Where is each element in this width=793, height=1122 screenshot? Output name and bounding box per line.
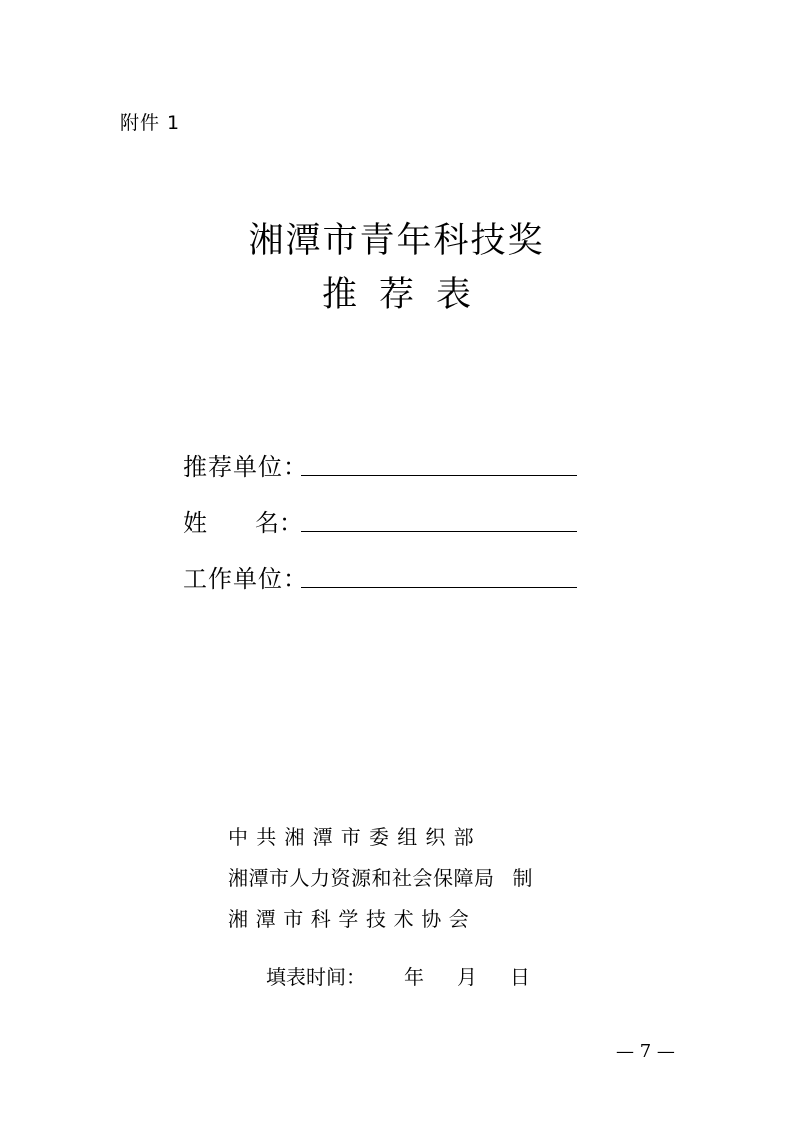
- made-by-label: 制: [512, 866, 533, 890]
- fill-date-row: [266, 961, 530, 990]
- fill-date-day: 日: [510, 965, 530, 989]
- recommending-unit-label: 推荐单位：: [183, 453, 308, 481]
- document-subtitle: 推荐表: [321, 275, 493, 315]
- fill-date-month: 月: [457, 965, 477, 989]
- recommending-unit-blank[interactable]: [301, 475, 577, 476]
- page-number: — 7 —: [616, 1041, 675, 1062]
- fill-date-year: 年: [404, 965, 424, 989]
- work-unit-field: [183, 560, 577, 594]
- issuer-organization-department: 中共湘潭市委组织部: [228, 825, 482, 849]
- document-title: 湘潭市青年科技奖: [248, 221, 545, 261]
- name-field: [183, 504, 577, 538]
- attachment-label: 附件 1: [120, 112, 181, 134]
- name-blank[interactable]: [301, 531, 577, 532]
- name-label: 姓 名：: [183, 509, 303, 537]
- fill-date-label: 填表时间：: [266, 965, 366, 989]
- recommending-unit-field: [183, 448, 577, 482]
- work-unit-label: 工作单位：: [183, 565, 308, 593]
- issuer-science-association: 湘潭市科学技术协会: [228, 907, 477, 931]
- issuer-hr-bureau: 湘潭市人力资源和社会保障局: [228, 866, 495, 890]
- work-unit-blank[interactable]: [301, 587, 577, 588]
- issuer-hr-bureau-row: [228, 862, 533, 891]
